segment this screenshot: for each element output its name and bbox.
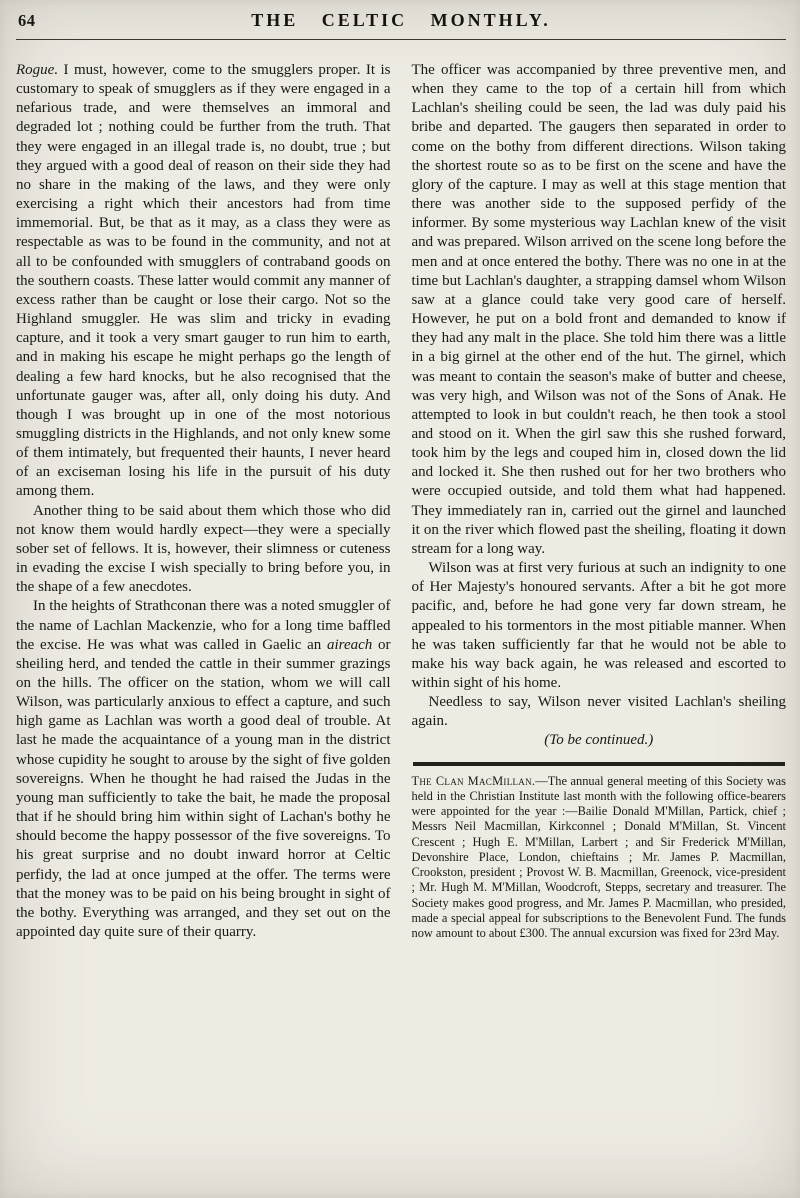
page-title: THE CELTIC MONTHLY. bbox=[251, 10, 551, 30]
section-divider-rule bbox=[413, 762, 786, 766]
gaelic-term: aireach bbox=[327, 636, 373, 653]
paragraph: The officer was accompanied by three preventive men, and when they came to the top of a certain hill from which Lachlan's sheiling could be seen, the lad was duly paid his bribe and departed. The gaugers then separated in order to come on the bothy from different directions. Wilson taking the shortest route so as to be first on the scene and have the glory of the capture. I may as well at this stage mention that there was another side to the supposed perfidy of the informer. By some mysterious way Lachlan knew of the visit and was prepared. Wilson arrived on the scene long before the men and at once entered the bothy. There was no one in at the time but Lachlan's daughter, a strapping damsel whom Wilson saw at a glance could take very good care of herself. However, he put on a bold front and demanded to know if they had any malt in the place. She told him there was a little in a big girnel at the other end of the hut. The girnel, which was meant to contain the season's make of butter and cheese, was very high, and Wilson was not of the Sons of Anak. He attempted to look in but couldn't reach, he then took a stool and stood on it. When the girl saw this she rushed forward, took him by the legs and couped him in, closed down the lid and locked it. She then rushed out for her two brothers who were occupied outside, and told them what had happened. They immediately ran in, carried out the girnel and launched it on the river which flowed past the sheiling, floating it down stream for a long way. bbox=[411, 62, 786, 557]
paragraph: Another thing to be said about them which those who did not know them would hardly expect—they were a specially sober set of fellows. It is, however, their slimness or cuteness in evading the excise I wish specially to bring before you, in the shape of a few anecdotes. bbox=[16, 502, 391, 596]
page-number: 64 bbox=[18, 11, 36, 30]
article-columns bbox=[16, 61, 786, 1197]
paragraph bbox=[16, 597, 391, 942]
clan-macmillan-note bbox=[412, 774, 787, 942]
page-header bbox=[16, 9, 786, 34]
paragraph: Needless to say, Wilson never visited Lachlan's sheiling again. bbox=[411, 694, 786, 730]
paragraph bbox=[16, 61, 391, 502]
right-column bbox=[412, 61, 787, 1197]
note-text: —The annual general meeting of this Society was held in the Christian Institute last month with the following office-bearers were appointed for the year :—Bailie Donald M'Millan, Partick, chief ; Messrs Neil Macmillan, Kirkconnel ; Donald M'Millan, St. Vincent Crescent ; Hugh E. M'Millan, Larbert ; and Sir Frederick M'Millan, Devonshire Place, London, chieftains ; Mr. James P. Macmillan, Crookston, president ; Provost W. B. Macmillan, Greenock, vice-president ; Mr. Hugh M. M'Millan, Woodcroft, Stepps, secretary and treasurer. The Society makes good progress, and Mr. James P. Macmillan, who presided, made a special appeal for subscriptions to the Benevolent Fund. The funds now amount to about £300. The annual excursion was fixed for 23rd May. bbox=[411, 773, 786, 941]
to-be-continued-note: (To be continued.) bbox=[544, 732, 654, 749]
paragraph-text: In the heights of Strathconan there was a noted smuggler of the name of Lachlan Mackenzie, who for a long time baffled the excise. He was what was called in Gaelic an bbox=[16, 598, 391, 653]
paragraph-text: I must, however, come to the smugglers proper. It is customary to speak of smugglers as if they were engaged in a nefarious trade, and were themselves an immoral and degraded lot ; nothing could be further from the truth. That they were engaged in an illegal trade is, no doubt, true ; but they argued with a good deal of reason on their side they had no share in the making of the laws, and they were only exercising a right which their ancestors had from time immemorial. But, be that as it may, as a class they were as respectable as was to be found in the community, and not at all to be confounded with smugglers of contraband goods on the southern coasts. These latter would commit any manner of excess rather than be caught or lose their cargo. Not so the Highland smuggler. He was slim and tricky in evading capture, and it took a very smart gauger to run him to earth, and in making his escape he might perhaps go the length of dealing a few hard knocks, but he also recognised that the unfortunate gauger was, after all, only doing his duty. And though I was brought up in one of the most notorious smuggling districts in the Highlands, and not only knew some of them intimately, but frequented their haunts, I never heard of an exciseman losing his life in the pursuit of his duty among them. bbox=[16, 62, 391, 500]
italic-lead-word: Rogue. bbox=[16, 62, 59, 78]
note-lead: The Clan MacMillan. bbox=[411, 773, 536, 788]
paragraph: Wilson was at first very furious at such an indignity to one of Her Majesty's honoured servants. After a bit he got more pacific, and, before he had gone very far down stream, he appealed to his tormentors in the most pitiable manner. When he was taken sufficiently far that he would not be able to make his way back again, he was released and escorted to within sight of his home. bbox=[411, 560, 786, 691]
header-rule bbox=[16, 39, 786, 40]
paragraph-text: or sheiling herd, and tended the cattle in their summer grazings on the hills. The officer on the station, whom we will call Wilson, was particularly anxious to effect a capture, and such high game as Lachlan was worth a good deal of trouble. At last he made the acquaintance of a young man in the district whose cupidity he sought to arouse by the sight of five golden sovereigns. When he thought he had raised the Judas in the young man sufficiently to take the bait, he made the proposal that if he should bring him within sight of Lachan's bothy he should become the happy possessor of the five sovereigns. To his great surprise and no doubt inward horror at Celtic perfidy, the lad at once jumped at the offer. The terms were that the money was to be paid on his being brought in sight of the bothy. Everything was arranged, and they set out on the appointed day quite sure of their quarry. bbox=[16, 636, 391, 941]
left-column bbox=[16, 61, 391, 1197]
